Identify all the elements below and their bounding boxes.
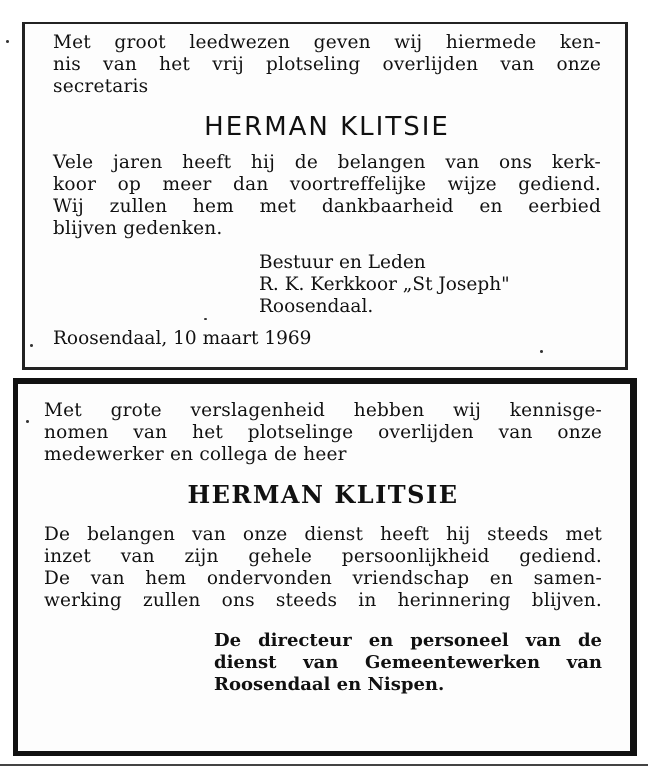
deceased-name: HERMAN KLITSIE [187, 480, 459, 509]
text-line: Wij zullen hem met dankbaarheid en eerbied [53, 196, 601, 217]
notice-intro [44, 400, 602, 466]
print-speck [26, 420, 29, 423]
text-line: Vele jaren heeft hij de belangen van ons kerk- [53, 152, 601, 173]
text-line: koor op meer dan voortreffelijke wijze gediend. [53, 174, 601, 195]
text-line: De belangen van onze dienst heeft hij steeds met [44, 524, 602, 545]
print-speck [6, 40, 9, 43]
text-line: inzet van zijn gehele persoonlijkheid gediend. [44, 546, 602, 567]
deceased-name: HERMAN KLITSIE [204, 112, 450, 142]
bottom-rule [0, 764, 648, 766]
text-line: De van hem ondervonden vriendschap en samen- [44, 568, 602, 589]
signature-line: Roosendaal. [259, 296, 374, 317]
notice-signature [259, 252, 601, 318]
notice-signature [214, 630, 602, 696]
text-line: werking zullen ons steeds in herinnering blijven. [44, 590, 602, 611]
obituary-notice-choir [22, 22, 628, 370]
signature-line: dienst van Gemeentewerken van [214, 652, 602, 673]
text-line: nomen van het plotselinge overlijden van onze [44, 422, 602, 443]
obituary-notice-public-works [13, 378, 637, 756]
text-line: nis van het vrij plotseling overlijden van onze [53, 54, 601, 75]
notice-body [53, 152, 601, 240]
print-speck [540, 350, 543, 353]
notice-body [44, 524, 602, 612]
text-line: Met grote verslagenheid hebben wij kennisge- [44, 400, 602, 421]
signature-line: Bestuur en Leden [259, 252, 426, 273]
print-speck [204, 318, 207, 320]
signature-line: Roosendaal en Nispen. [214, 674, 445, 695]
signature-line: R. K. Kerkkoor „St Joseph" [259, 274, 510, 295]
notice-intro [53, 32, 601, 98]
text-line: medewerker en collega de heer [44, 444, 347, 465]
text-line: blijven gedenken. [53, 218, 223, 239]
print-speck [30, 344, 33, 347]
text-line: secretaris [53, 76, 149, 97]
signature-line: De directeur en personeel van de [214, 630, 602, 651]
notice-date: Roosendaal, 10 maart 1969 [53, 328, 312, 349]
text-line: Met groot leedwezen geven wij hiermede ken- [53, 32, 601, 53]
